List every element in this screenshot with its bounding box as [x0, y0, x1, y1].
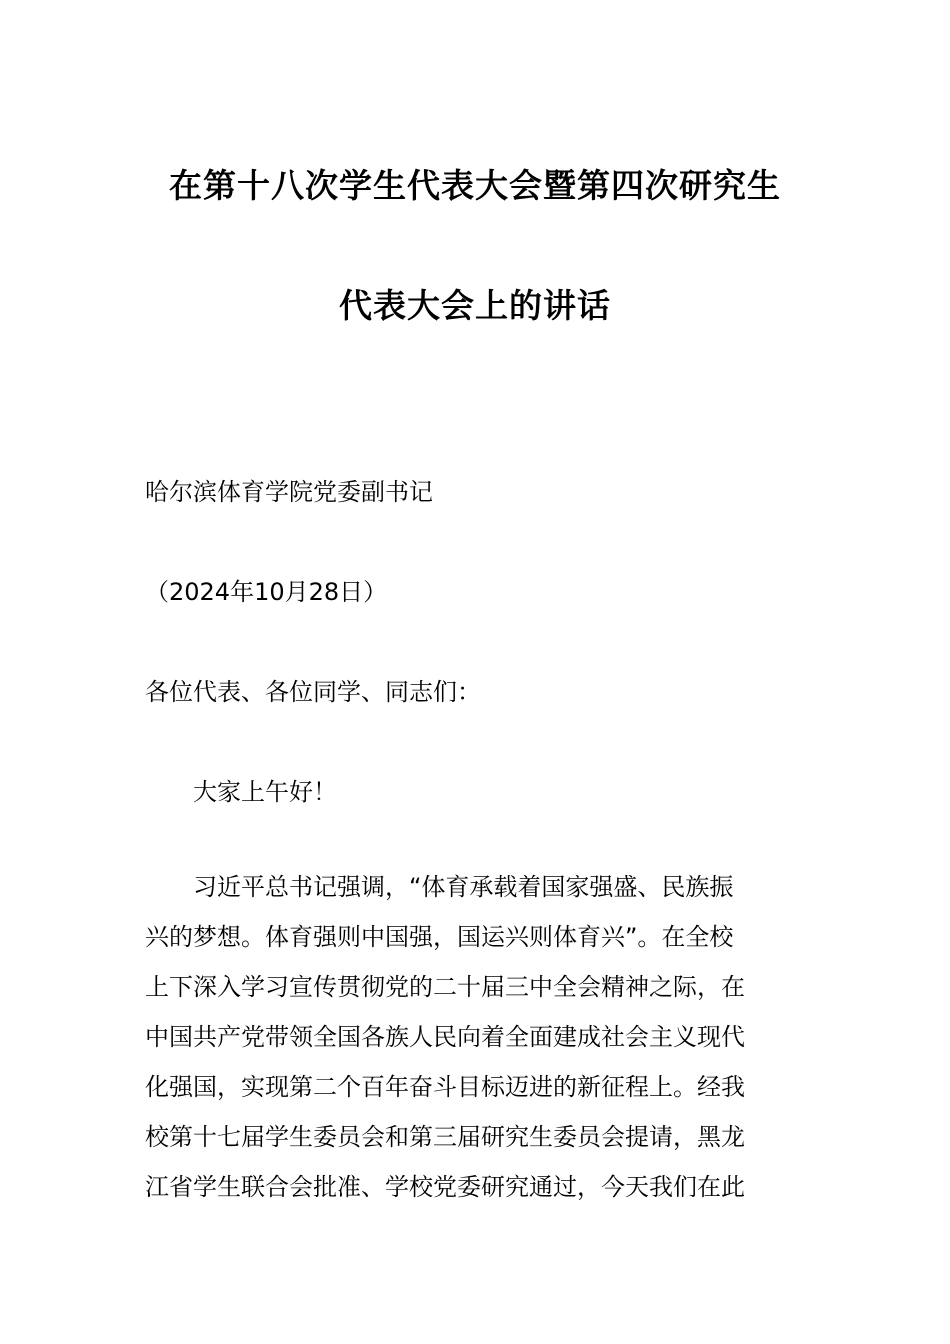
paragraph-line: 上下深入学习宣传贯彻党的二十届三中全会精神之际，在 — [145, 973, 745, 1001]
paragraph-line: 中国共产党带领全国各族人民向着全面建成社会主义现代 — [145, 1023, 745, 1051]
paragraph-line: 江省学生联合会批准、学校党委研究通过，今天我们在此 — [145, 1173, 745, 1201]
document-title-line-2: 代表大会上的讲话 — [339, 286, 611, 325]
speaker-title: 哈尔滨体育学院党委副书记 — [145, 478, 433, 506]
paragraph-line: 习近平总书记强调，“体育承载着国家强盛、民族振 — [193, 873, 734, 901]
speech-date: （2024年10月28日） — [145, 578, 388, 606]
salutation: 各位代表、各位同学、同志们： — [145, 678, 481, 706]
paragraph-line: 化强国，实现第二个百年奋斗目标迈进的新征程上。经我 — [145, 1073, 745, 1101]
body-paragraph — [145, 862, 810, 1212]
document-title-line-1: 在第十八次学生代表大会暨第四次研究生 — [169, 166, 781, 205]
opening-greeting: 大家上午好！ — [193, 778, 337, 806]
paragraph-line: 兴的梦想。体育强则中国强，国运兴则体育兴”。在全校 — [145, 923, 734, 951]
paragraph-line: 校第十七届学生委员会和第三届研究生委员会提请，黑龙 — [145, 1123, 745, 1151]
